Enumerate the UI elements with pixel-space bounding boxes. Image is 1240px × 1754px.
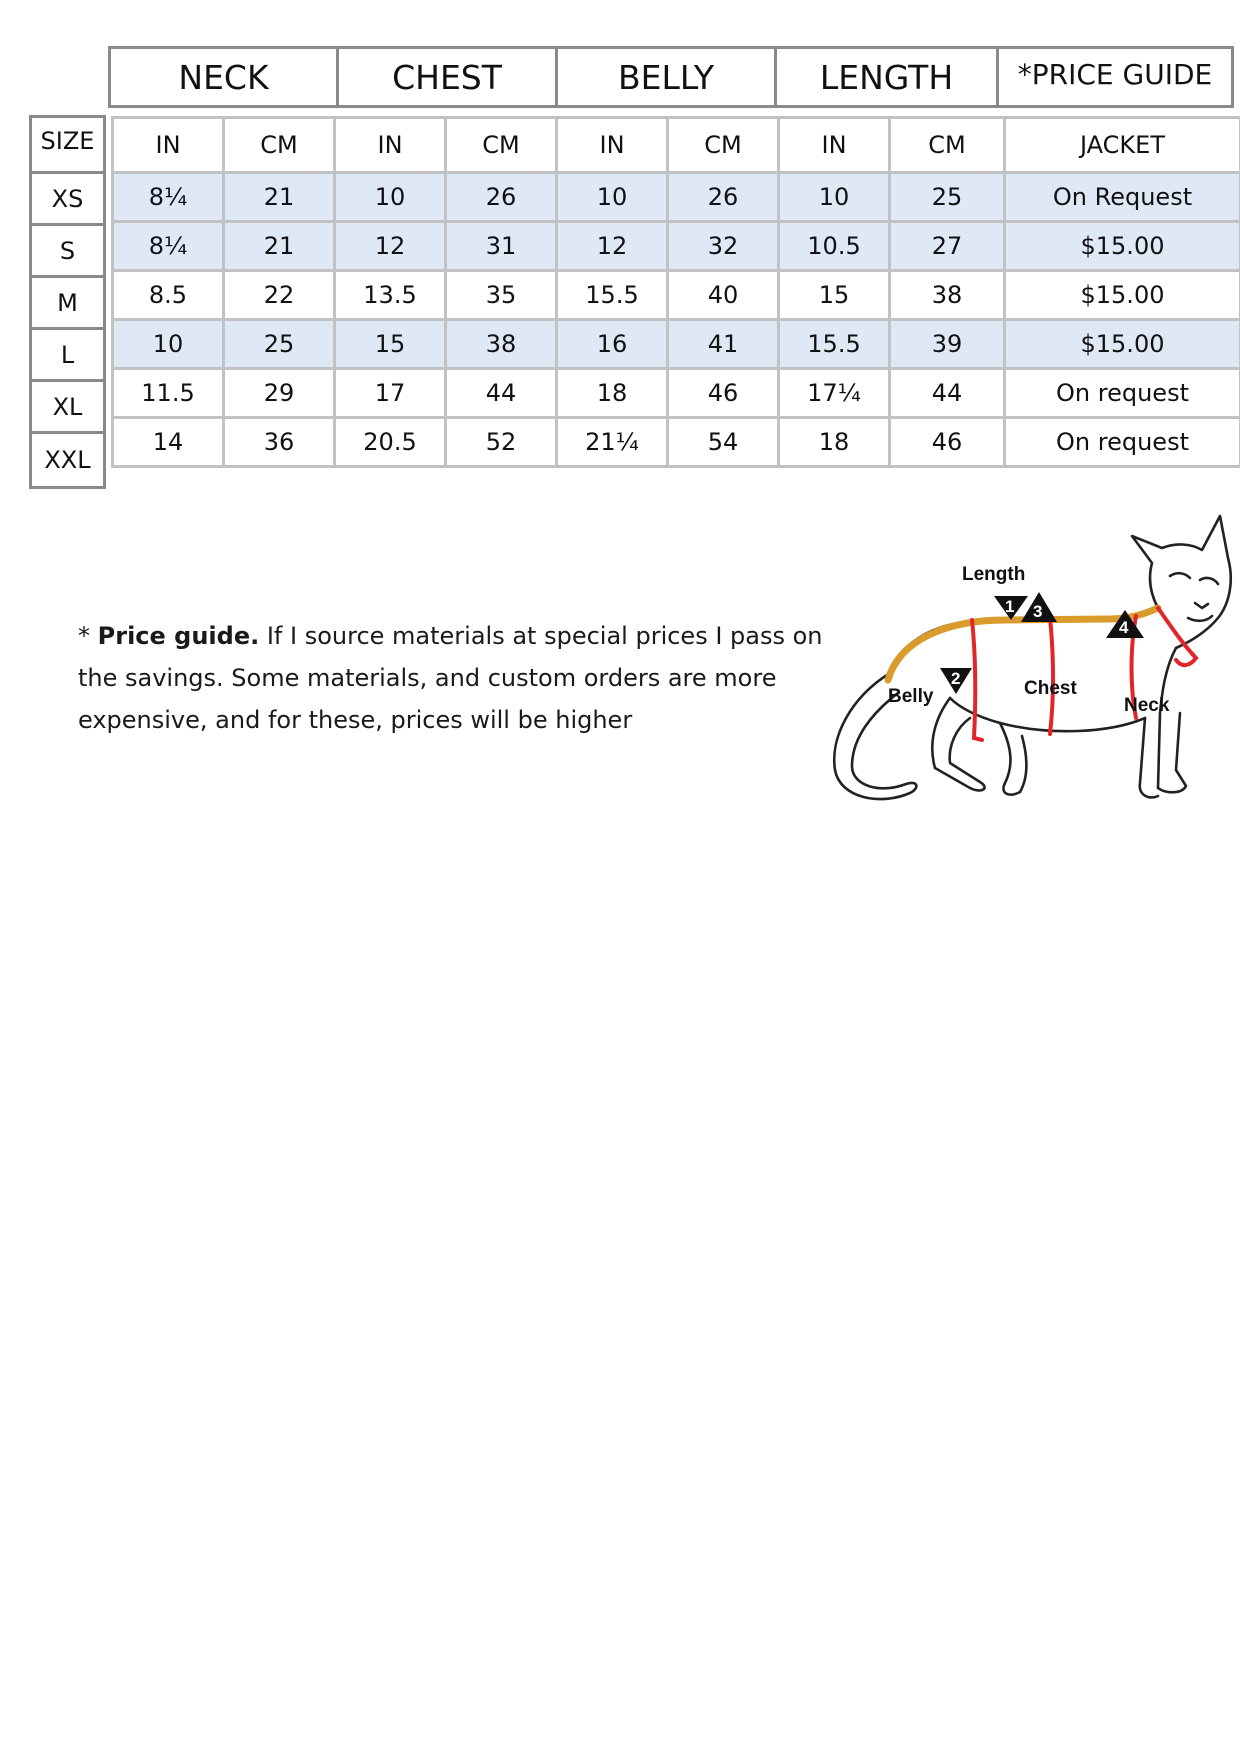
price-cell: On Request (1005, 173, 1240, 222)
table-cell: 21 (224, 222, 335, 271)
size-label: SIZE (32, 118, 103, 174)
table-row (113, 173, 1240, 222)
note-prefix: * (78, 622, 98, 650)
unit-cell: IN (335, 118, 446, 173)
measurement-header (108, 46, 1234, 108)
svg-text:1: 1 (1005, 597, 1015, 616)
table-cell: 36 (224, 418, 335, 467)
table-cell: 32 (668, 222, 779, 271)
table-cell: 21¼ (557, 418, 668, 467)
price-cell: $15.00 (1005, 271, 1240, 320)
table-row (113, 271, 1240, 320)
price-guide-note (78, 615, 858, 741)
note-bold-label: Price guide. (97, 622, 260, 650)
table-cell: 17¼ (779, 369, 890, 418)
size-xl: XL (32, 382, 103, 434)
header-neck: NECK (111, 49, 339, 105)
unit-cell: CM (890, 118, 1005, 173)
header-belly: BELLY (558, 49, 777, 105)
table-cell: 41 (668, 320, 779, 369)
table-cell: 40 (668, 271, 779, 320)
label-length: Length (962, 564, 1026, 585)
label-chest: Chest (1024, 678, 1077, 699)
label-neck: Neck (1124, 695, 1170, 716)
table-cell: 12 (335, 222, 446, 271)
unit-cell: IN (779, 118, 890, 173)
svg-text:2: 2 (951, 669, 961, 688)
table-cell: 20.5 (335, 418, 446, 467)
table-cell: 15 (335, 320, 446, 369)
table-cell: 13.5 (335, 271, 446, 320)
size-column (29, 115, 106, 489)
table-cell: 25 (890, 173, 1005, 222)
svg-text:3: 3 (1033, 602, 1043, 621)
table-cell: 18 (557, 369, 668, 418)
table-cell: 39 (890, 320, 1005, 369)
label-belly: Belly (888, 686, 934, 707)
table-cell: 29 (224, 369, 335, 418)
table-cell: 14 (113, 418, 224, 467)
price-cell: $15.00 (1005, 320, 1240, 369)
price-cell: $15.00 (1005, 222, 1240, 271)
table-cell: 26 (446, 173, 557, 222)
table-cell: 8.5 (113, 271, 224, 320)
unit-cell-jacket: JACKET (1005, 118, 1240, 173)
table-cell: 21 (224, 173, 335, 222)
chest-line (1050, 618, 1053, 734)
table-cell: 26 (668, 173, 779, 222)
table-cell: 10 (335, 173, 446, 222)
size-l: L (32, 330, 103, 382)
table-cell: 10 (557, 173, 668, 222)
table-cell: 31 (446, 222, 557, 271)
table-row (113, 222, 1240, 271)
cat-illustration (810, 508, 1240, 823)
header-length: LENGTH (777, 49, 999, 105)
unit-cell: CM (224, 118, 335, 173)
price-cell: On request (1005, 418, 1240, 467)
size-xs: XS (32, 174, 103, 226)
size-chart-table (111, 116, 1240, 468)
header-chest: CHEST (339, 49, 558, 105)
table-cell: 44 (890, 369, 1005, 418)
table-cell: 52 (446, 418, 557, 467)
table-row (113, 369, 1240, 418)
belly-line (972, 620, 982, 740)
table-cell: 15.5 (779, 320, 890, 369)
table-cell: 18 (779, 418, 890, 467)
table-cell: 46 (890, 418, 1005, 467)
neck-line (1158, 608, 1196, 665)
header-price-guide: *PRICE GUIDE (1017, 57, 1213, 91)
table-row (113, 418, 1240, 467)
table-cell: 27 (890, 222, 1005, 271)
size-m: M (32, 278, 103, 330)
unit-cell: CM (668, 118, 779, 173)
table-cell: 35 (446, 271, 557, 320)
size-xxl: XXL (44, 446, 91, 474)
cat-measurement-diagram (810, 508, 1240, 823)
table-cell: 15 (779, 271, 890, 320)
table-cell: 10.5 (779, 222, 890, 271)
table-cell: 46 (668, 369, 779, 418)
note-text: If I source materials at special prices I pass on the savings. Some materials, and custom orders are more expensive, and for these, prices will be higher (78, 622, 823, 734)
unit-cell: CM (446, 118, 557, 173)
unit-cell: IN (113, 118, 224, 173)
table-cell: 15.5 (557, 271, 668, 320)
table-cell: 25 (224, 320, 335, 369)
table-cell: 8¼ (113, 173, 224, 222)
price-cell: On request (1005, 369, 1240, 418)
table-cell: 12 (557, 222, 668, 271)
table-cell: 16 (557, 320, 668, 369)
table-cell: 44 (446, 369, 557, 418)
table-cell: 38 (446, 320, 557, 369)
table-cell: 11.5 (113, 369, 224, 418)
table-cell: 8¼ (113, 222, 224, 271)
table-cell: 22 (224, 271, 335, 320)
marker-2 (940, 668, 972, 694)
unit-cell: IN (557, 118, 668, 173)
unit-header-row (113, 118, 1240, 173)
svg-text:4: 4 (1119, 618, 1129, 637)
table-row (113, 320, 1240, 369)
size-s: S (32, 226, 103, 278)
table-cell: 38 (890, 271, 1005, 320)
table-cell: 10 (779, 173, 890, 222)
table-cell: 17 (335, 369, 446, 418)
table-cell: 10 (113, 320, 224, 369)
table-cell: 54 (668, 418, 779, 467)
